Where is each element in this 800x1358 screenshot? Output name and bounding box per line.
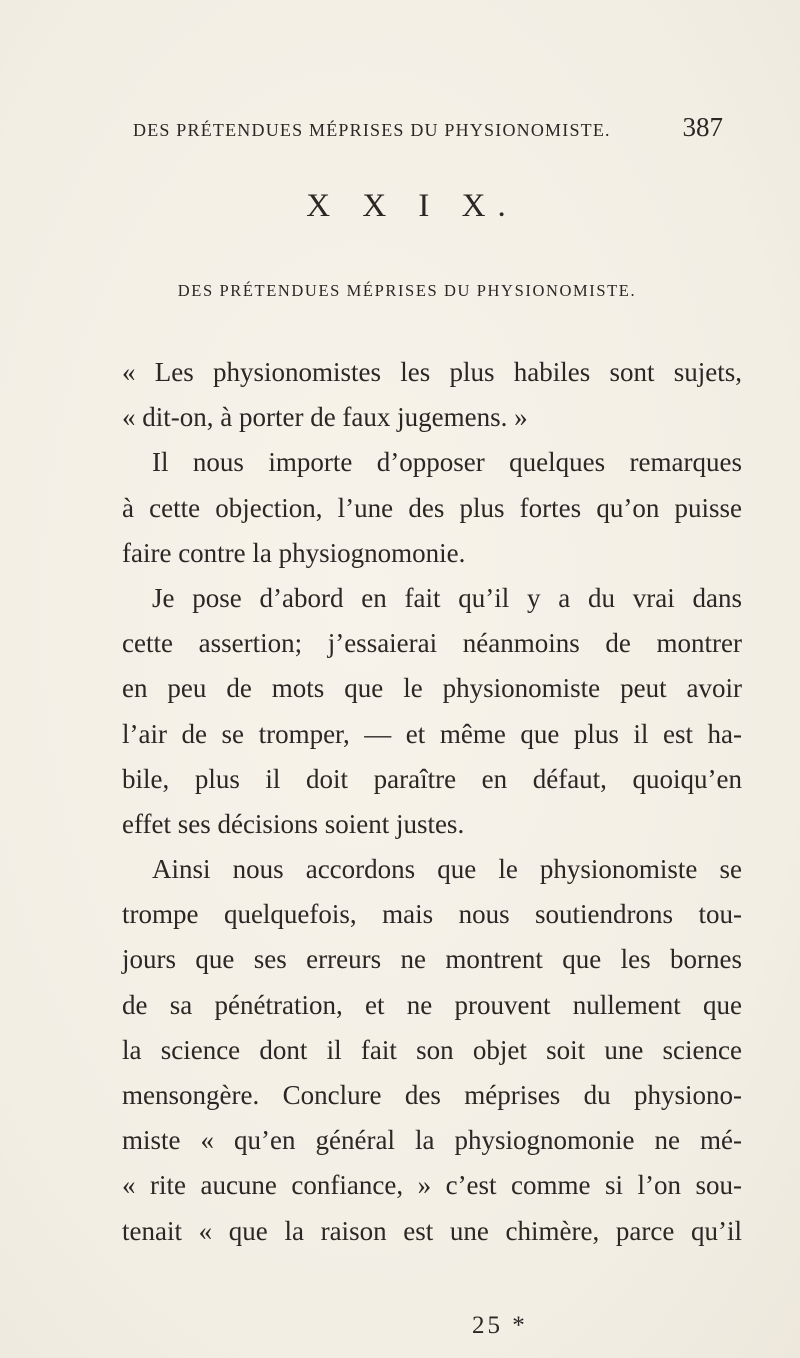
- text-line: l’air de se tromper, — et même que plus il est ha-: [122, 718, 742, 749]
- text-line: effet ses décisions soient justes.: [122, 808, 465, 839]
- running-title: DES PRÉTENDUES MÉPRISES DU PHYSIONOMISTE.: [133, 120, 611, 140]
- body-text: [122, 350, 742, 1254]
- text-line: trompe quelquefois, mais nous soutiendrons tou-: [122, 899, 742, 930]
- text-line: faire contre la physiognomonie.: [122, 537, 466, 568]
- text-line: miste « qu’en général la physiognomonie ne mé-: [122, 1125, 742, 1156]
- page-number: 387: [682, 112, 723, 142]
- text-line: bile, plus il doit paraître en défaut, quoiqu’en: [122, 763, 742, 794]
- text-line: Je pose d’abord en fait qu’il y a du vrai dans: [152, 582, 742, 613]
- text-line: « dit-on, à porter de faux jugemens. »: [122, 402, 528, 433]
- text-line: mensongère. Conclure des méprises du physiono-: [122, 1080, 742, 1110]
- chapter-number: X X I X.: [306, 188, 518, 224]
- text-line: de sa pénétration, et ne prouvent nullement que: [122, 989, 742, 1020]
- text-line: en peu de mots que le physionomiste peut avoir: [122, 673, 742, 704]
- text-line: jours que ses erreurs ne montrent que les bornes: [122, 944, 742, 975]
- text-line: la science dont il fait son objet soit une science: [122, 1034, 742, 1065]
- text-line: Ainsi nous accordons que le physionomiste se: [152, 854, 742, 885]
- text-line: Il nous importe d’opposer quelques remarques: [152, 447, 742, 478]
- text-line: tenait « que la raison est une chimère, parce qu’il: [122, 1215, 742, 1246]
- signature-mark: 25 *: [472, 1312, 528, 1339]
- text-line: à cette objection, l’une des plus fortes qu’on puisse: [122, 492, 742, 523]
- text-line: « rite aucune confiance, » c’est comme si l’on sou-: [122, 1170, 742, 1201]
- running-head: [133, 112, 723, 143]
- chapter-title: DES PRÉTENDUES MÉPRISES DU PHYSIONOMISTE.: [177, 281, 637, 300]
- text-line: cette assertion; j’essaierai néanmoins de montrer: [122, 628, 742, 659]
- text-line: « Les physionomistes les plus habiles sont sujets,: [122, 357, 742, 387]
